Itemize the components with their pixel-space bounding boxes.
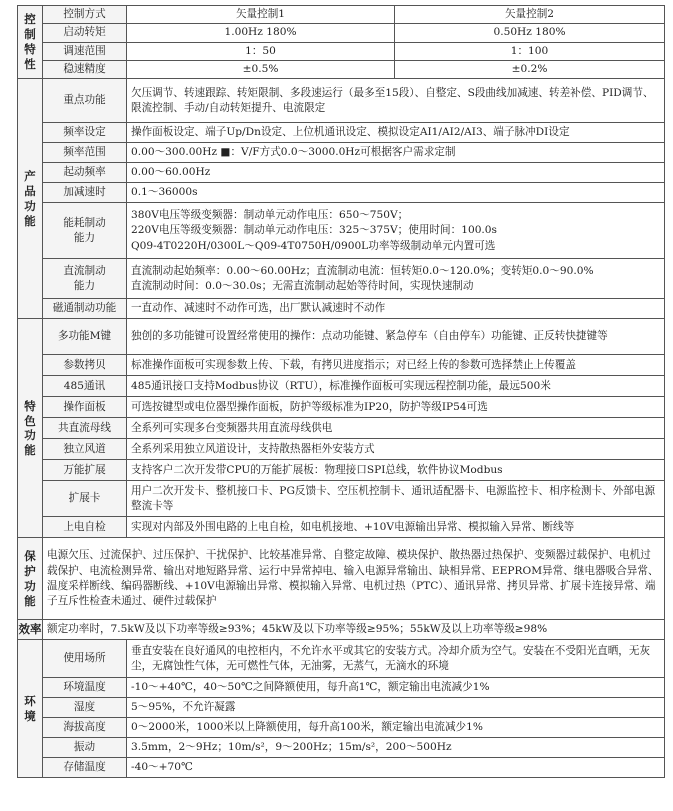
- feature-label: 海拔高度: [43, 718, 127, 738]
- table-row: [18, 143, 665, 163]
- table-row: [18, 517, 665, 538]
- table-row: [18, 299, 665, 319]
- table-row: [18, 259, 665, 299]
- table-row: [18, 203, 665, 259]
- feature-label: 频率设定: [43, 123, 127, 143]
- table-row: [18, 79, 665, 123]
- feature-desc: 0.00～60.00Hz: [127, 163, 665, 183]
- table-row: [18, 439, 665, 460]
- table-row: [18, 376, 665, 397]
- feature-desc: 直流制动起始频率：0.00～60.00Hz；直流制动电流：恒转矩0.0～120.0%；变转矩0.0～90.0% 直流制动时间：0.0～30.0s；无需直流制动起始等待时间，实现快速制动: [127, 259, 665, 299]
- feature-desc: 垂直安装在良好通风的电控柜内，不允许水平或其它的安装方式。冷却介质为空气。安装在不受阳光直晒，无灰尘，无腐蚀性气体，无可燃性气体，无油雾，无蒸气，无滴水的环境: [127, 640, 665, 678]
- table-row: [18, 460, 665, 481]
- category-efficiency: 效率: [18, 620, 43, 640]
- feature-desc: 3.5mm，2～9Hz；10m/s²，9～200Hz；15m/s²，200～500Hz: [127, 738, 665, 758]
- table-row: [18, 758, 665, 778]
- table-row: [18, 418, 665, 439]
- value-vector1: ±0.5%: [127, 61, 395, 79]
- feature-desc: 485通讯接口支持Modbus协议（RTU），标准操作面板可实现远程控制功能，最远500米: [127, 376, 665, 397]
- feature-label: 上电自检: [43, 517, 127, 538]
- feature-desc: 0.1～36000s: [127, 183, 665, 203]
- table-row: [18, 6, 665, 24]
- protection-desc: 电源欠压、过流保护、过压保护、干扰保护、比较基准异常、自整定故障、模块保护、散热器过热保护、变频器过载保护、电机过载保护、电流检测异常、输出对地短路异常、运行中异常掉电、输入电源异常输出、缺相异常、EEPROM异常、继电器吸合异常、温度采样断线、编码器断线、+10V电源输出异常、模拟输入异常、电机过热（PTC）、通讯异常、拷贝异常、扩展卡连接异常、端子互斥性检查未通过、硬件过载保护: [43, 538, 665, 620]
- value-vector2: 1：100: [395, 42, 665, 60]
- feature-desc: 可选按键型或电位器型操作面板，防护等级标准为IP20，防护等级IP54可选: [127, 397, 665, 418]
- feature-desc: 全系列可实现多台变频器共用直流母线供电: [127, 418, 665, 439]
- table-row: [18, 698, 665, 718]
- feature-desc: 用户二次开发卡、整机接口卡、PG反馈卡、空压机控制卡、通讯适配器卡、电源监控卡、相序检测卡、外部电源整流卡等: [127, 481, 665, 517]
- table-row: [18, 163, 665, 183]
- feature-label: 能耗制动 能力: [43, 203, 127, 259]
- feature-label: 加减速时: [43, 183, 127, 203]
- category-special: 特 色 功 能: [18, 319, 43, 538]
- feature-label: 操作面板: [43, 397, 127, 418]
- feature-desc: 5～95%，不允许凝露: [127, 698, 665, 718]
- feature-desc: 独创的多功能键可设置经常使用的操作：点动功能键、紧急停车（自由停车）功能键、正反转快捷键等: [127, 319, 665, 355]
- feature-desc: 0.00～300.00Hz ■：V/F方式0.0～3000.0Hz可根据客户需求定制: [127, 143, 665, 163]
- value-vector2: ±0.2%: [395, 61, 665, 79]
- feature-desc: 欠压调节、转速跟踪、转矩限制、多段速运行（最多至15段）、自整定、S段曲线加减速、转差补偿、PID调节、限流控制、手动/自动转矩提升、电流限定: [127, 79, 665, 123]
- feature-desc: 全系列采用独立风道设计，支持散热器柜外安装方式: [127, 439, 665, 460]
- table-row: [18, 481, 665, 517]
- feature-label: 存储温度: [43, 758, 127, 778]
- feature-label: 扩展卡: [43, 481, 127, 517]
- table-row: [18, 678, 665, 698]
- feature-label: 直流制动 能力: [43, 259, 127, 299]
- value-vector2: 0.50Hz 180%: [395, 24, 665, 42]
- category-protection: 保 护 功 能: [18, 538, 43, 620]
- feature-label: 多功能M键: [43, 319, 127, 355]
- feature-label: 控制方式: [43, 6, 127, 24]
- table-row: [18, 718, 665, 738]
- feature-label: 频率范围: [43, 143, 127, 163]
- feature-desc: 一直动作、减速时不动作可选，出厂默认减速时不动作: [127, 299, 665, 319]
- table-row: [18, 24, 665, 42]
- feature-label: 环境温度: [43, 678, 127, 698]
- table-row: [18, 183, 665, 203]
- feature-label: 启动转矩: [43, 24, 127, 42]
- feature-desc: -10～+40℃，40～50℃之间降额使用，每升高1℃，额定输出电流减少1%: [127, 678, 665, 698]
- feature-label: 参数拷贝: [43, 355, 127, 376]
- value-vector1: 1.00Hz 180%: [127, 24, 395, 42]
- feature-desc: 实现对内部及外围电路的上电自检，如电机接地、+10V电源输出异常、模拟输入异常、断线等: [127, 517, 665, 538]
- feature-label: 共直流母线: [43, 418, 127, 439]
- feature-label: 起动频率: [43, 163, 127, 183]
- table-row: [18, 538, 665, 620]
- feature-label: 485通讯: [43, 376, 127, 397]
- value-vector1: 矢量控制1: [127, 6, 395, 24]
- feature-label: 独立风道: [43, 439, 127, 460]
- feature-label: 重点功能: [43, 79, 127, 123]
- category-product: 产 品 功 能: [18, 79, 43, 319]
- table-row: [18, 620, 665, 640]
- feature-desc: 380V电压等级变频器：制动单元动作电压：650～750V； 220V电压等级变频器：制动单元动作电压：325～375V；使用时间：100.0s Q09-4T0220H/0300L～Q09-4T0750H/0900L功率等级制动单元内置可选: [127, 203, 665, 259]
- table-row: [18, 738, 665, 758]
- table-row: [18, 42, 665, 60]
- table-row: [18, 319, 665, 355]
- feature-label: 振动: [43, 738, 127, 758]
- value-vector1: 1：50: [127, 42, 395, 60]
- table-row: [18, 640, 665, 678]
- spec-table: [17, 5, 665, 778]
- table-row: [18, 123, 665, 143]
- efficiency-desc: 额定功率时，7.5kW及以下功率等级≥93%；45kW及以下功率等级≥95%；55kW及以上功率等级≥98%: [43, 620, 665, 640]
- value-vector2: 矢量控制2: [395, 6, 665, 24]
- table-row: [18, 355, 665, 376]
- feature-label: 万能扩展: [43, 460, 127, 481]
- feature-label: 调速范围: [43, 42, 127, 60]
- feature-desc: 标准操作面板可实现参数上传、下载，有拷贝进度指示；对已经上传的参数可选择禁止上传覆盖: [127, 355, 665, 376]
- feature-desc: 操作面板设定、端子Up/Dn设定、上位机通讯设定、模拟设定AI1/AI2/AI3、端子脉冲DI设定: [127, 123, 665, 143]
- table-row: [18, 397, 665, 418]
- feature-desc: 支持客户二次开发带CPU的万能扩展板：物理接口SPI总线，软件协议Modbus: [127, 460, 665, 481]
- feature-label: 磁通制动功能: [43, 299, 127, 319]
- table-row: [18, 61, 665, 79]
- category-control: 控 制 特 性: [18, 6, 43, 79]
- feature-label: 稳速精度: [43, 61, 127, 79]
- feature-label: 湿度: [43, 698, 127, 718]
- feature-desc: 0～2000米，1000米以上降额使用，每升高100米，额定输出电流减少1%: [127, 718, 665, 738]
- feature-label: 使用场所: [43, 640, 127, 678]
- feature-desc: -40～+70℃: [127, 758, 665, 778]
- category-environment: 环 境: [18, 640, 43, 778]
